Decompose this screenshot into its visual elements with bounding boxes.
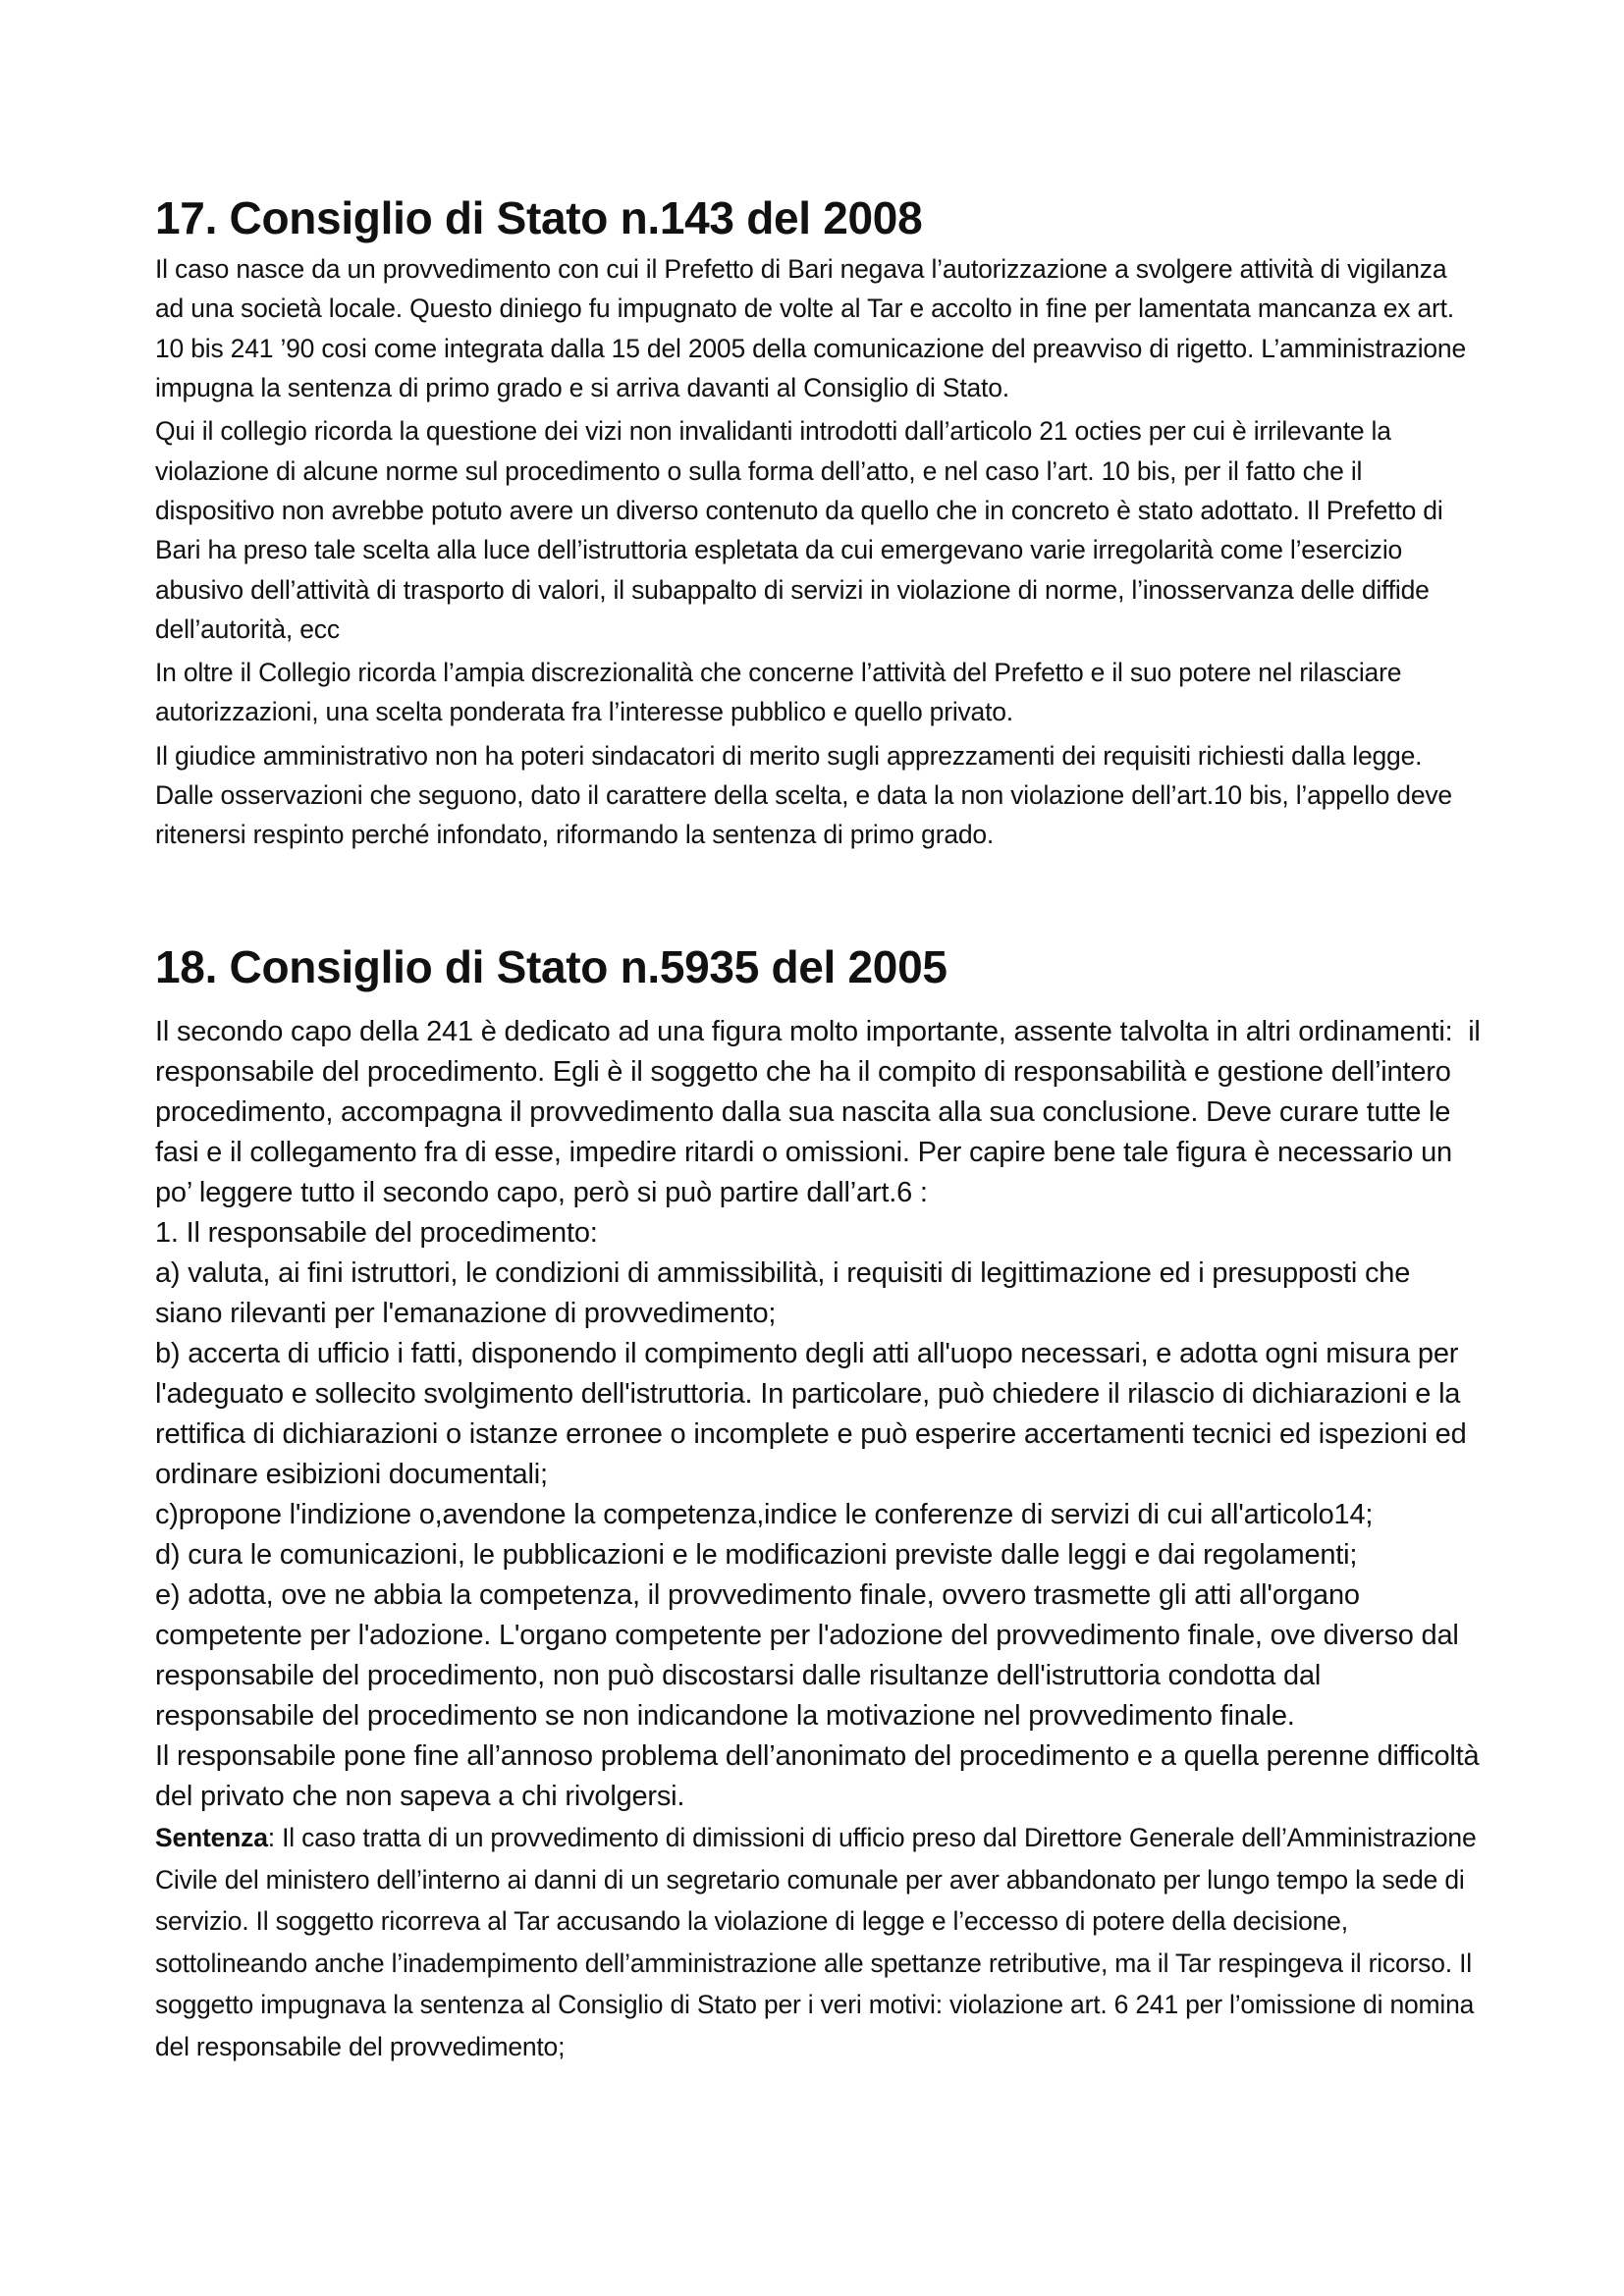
section-17-heading: 17. Consiglio di Stato n.143 del 2008 <box>155 192 923 243</box>
article-6-item-b: b) accerta di ufficio i fatti, disponendo il compimento degli atti all'uopo necessari, e adotta ogni misura per l'adeguato e sollecito svolgimento dell'istruttoria. In particolare, può chiedere il rilascio di dichiarazioni e la rettifica di dichiarazioni o istanze erronee o incomplete e può esperire accertamenti tecnici ed ispezioni ed ordinare esibizioni documentali; <box>155 1338 1475 1491</box>
article-6-item-d: d) cura le comunicazioni, le pubblicazioni e le modificazioni previste dalle leggi e dai regolamenti; <box>155 1539 1358 1572</box>
sentenza-paragraph <box>155 1817 1484 2067</box>
sentenza-label: Sentenza <box>155 1823 268 1853</box>
section-17-paragraph-4: Il giudice amministrativo non ha poteri sindacatori di merito sugli apprezzamenti dei requisiti richiesti dalla legge. Dalle osservazioni che seguono, dato il carattere della scelta, e data la non violazione dell’art.10 bis, l’appello deve ritenersi respinto perché infondato, riformando la sentenza di primo grado. <box>155 740 1460 850</box>
sentenza-text: : Il caso tratta di un provvedimento di dimissioni di ufficio preso dal Direttore Generale dell’Amministrazione Civile del ministero dell’interno ai danni di un segretario comunale per aver abbandonato per lungo tempo la sede di servizio. Il soggetto ricorreva al Tar accusando la violazione di legge e l’eccesso di potere della decisione, sottolineando anche l’inadempimento dell’amministrazione alle spettanze retributive, ma il Tar respingeva il ricorso. Il soggetto impugnava la sentenza al Consiglio di Stato per i veri motivi: violazione art. 6 241 per l’omissione di nomina del responsabile del provvedimento; <box>155 1823 1484 2061</box>
article-6-item-e: e) adotta, ove ne abbia la competenza, il provvedimento finale, ovvero trasmette gli atti all'organo competente per l'adozione. L'organo competente per l'adozione del provvedimento finale, ove diverso dal responsabile del procedimento, non può discostarsi dalle risultanze dell'istruttoria condotta dal responsabile del procedimento se non indicandone la motivazione nel provvedimento finale. <box>155 1579 1467 1733</box>
section-18-heading: 18. Consiglio di Stato n.5935 del 2005 <box>155 941 947 992</box>
article-6-item-c: c)propone l'indizione o,avendone la competenza,indice le conferenze di servizi di cui all'articolo14; <box>155 1499 1374 1531</box>
article-6-list-title: 1. Il responsabile del procedimento: <box>155 1217 598 1250</box>
section-17-paragraph-2: Qui il collegio ricorda la questione dei vizi non invalidanti introdotti dall’articolo 21 octies per cui è irrilevante la violazione di alcune norme sul procedimento o sulla forma dell’atto, e nel caso l’art. 10 bis, per il fatto che il dispositivo non avrebbe potuto avere un diverso contenuto da quello che in concreto è stato adottato. Il Prefetto di Bari ha preso tale scelta alla luce dell’istruttoria espletata da cui emergevano varie irregolarità come l’esercizio abusivo dell’attività di trasporto di valori, il subappalto di servizi in violazione di norme, l’inosservanza delle diffide dell’autorità, ecc <box>155 416 1450 644</box>
article-6-item-a: a) valuta, ai fini istruttori, le condizioni di ammissibilità, i requisiti di legittimazione ed i presupposti che siano rilevanti per l'emanazione di provvedimento; <box>155 1257 1419 1330</box>
section-18-intro: Il secondo capo della 241 è dedicato ad una figura molto importante, assente talvolta in altri ordinamenti: il responsabile del procedimento. Egli è il soggetto che ha il compito di responsabilità e gestione dell’intero procedimento, accompagna il provvedimento dalla sua nascita alla sua conclusione. Deve curare tutte le fasi e il collegamento fra di esse, impedire ritardi o omissioni. Per capire bene tale figura è necessario un po’ leggere tutto il secondo capo, però si può partire dall’art.6 : <box>155 1016 1489 1209</box>
section-18 <box>155 940 1489 2067</box>
section-17 <box>155 191 1481 855</box>
section-17-paragraph-1: Il caso nasce da un provvedimento con cui il Prefetto di Bari negava l’autorizzazione a svolgere attività di vigilanza ad una società locale. Questo diniego fu impugnato de volte al Tar e accolto in fine per lamentata mancanza ex art. 10 bis 241 ’90 cosi come integrata dalla 15 del 2005 della comunicazione del preavviso di rigetto. L’amministrazione impugna la sentenza di primo grado e si arriva davanti al Consiglio di Stato. <box>155 254 1474 403</box>
section-18-closing: Il responsabile pone fine all’annoso problema dell’anonimato del procedimento e a quella perenne difficoltà del privato che non sapeva a chi rivolgersi. <box>155 1740 1488 1813</box>
section-17-paragraph-3: In oltre il Collegio ricorda l’ampia discrezionalità che concerne l’attività del Prefetto e il suo potere nel rilasciare autorizzazioni, una scelta ponderata fra l’interesse pubblico e quello privato. <box>155 658 1409 727</box>
